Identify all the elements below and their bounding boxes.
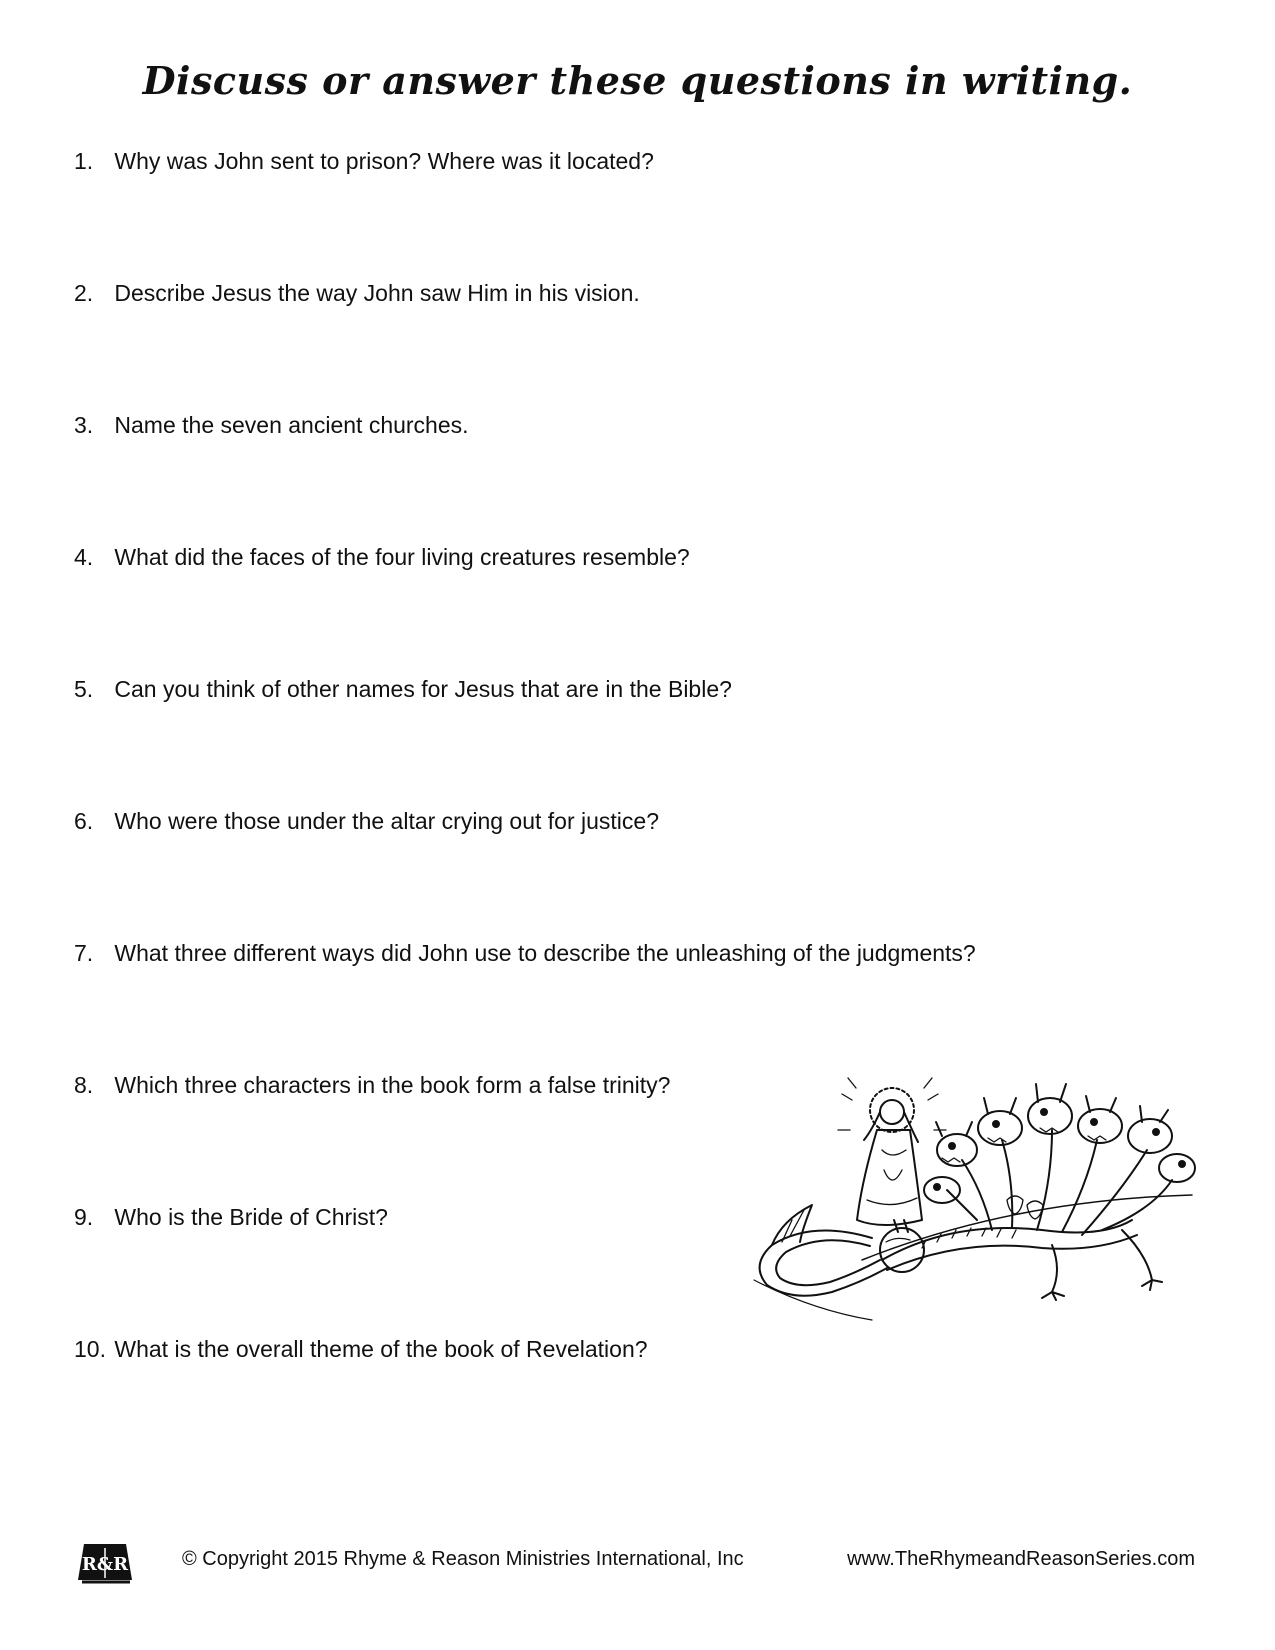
question-8 <box>74 1070 670 1100</box>
question-number: 1. <box>74 148 94 174</box>
question-4 <box>74 542 690 572</box>
question-text: Who is the Bride of Christ? <box>114 1204 388 1230</box>
question-number: 7. <box>74 940 94 966</box>
question-text: What three different ways did John use to describe the unleashing of the judgments? <box>114 940 976 966</box>
question-6 <box>74 806 659 836</box>
page-footer <box>0 1540 1275 1590</box>
question-10 <box>74 1334 648 1364</box>
copyright-text: © Copyright 2015 Rhyme & Reason Ministries International, Inc <box>182 1548 744 1570</box>
question-number: 5. <box>74 676 94 702</box>
question-text: Why was John sent to prison? Where was it located? <box>114 148 654 174</box>
question-number: 10. <box>74 1336 106 1362</box>
woman-and-dragon-illustration-icon <box>752 1070 1204 1330</box>
question-text: Which three characters in the book form a false trinity? <box>114 1072 671 1098</box>
logo-text: R&R <box>81 1554 129 1575</box>
question-9 <box>74 1202 388 1232</box>
question-number: 9. <box>74 1204 94 1230</box>
question-number: 6. <box>74 808 94 834</box>
question-5 <box>74 674 732 704</box>
question-number: 4. <box>74 544 94 570</box>
question-text: What is the overall theme of the book of Revelation? <box>114 1336 648 1362</box>
question-text: Describe Jesus the way John saw Him in his vision. <box>114 280 640 306</box>
question-number: 3. <box>74 412 94 438</box>
rhyme-and-reason-logo-icon <box>74 1540 136 1584</box>
page-title: Discuss or answer these questions in writing. <box>142 58 1133 103</box>
question-text: What did the faces of the four living creatures resemble? <box>114 544 690 570</box>
question-3 <box>74 410 469 440</box>
question-text: Can you think of other names for Jesus that are in the Bible? <box>114 676 732 702</box>
website-link[interactable]: www.TheRhymeandReasonSeries.com <box>847 1548 1195 1570</box>
question-number: 8. <box>74 1072 94 1098</box>
question-text: Name the seven ancient churches. <box>114 412 469 438</box>
question-number: 2. <box>74 280 94 306</box>
question-7 <box>74 938 976 968</box>
question-text: Who were those under the altar crying out for justice? <box>114 808 660 834</box>
question-1 <box>74 146 654 176</box>
question-2 <box>74 278 640 308</box>
